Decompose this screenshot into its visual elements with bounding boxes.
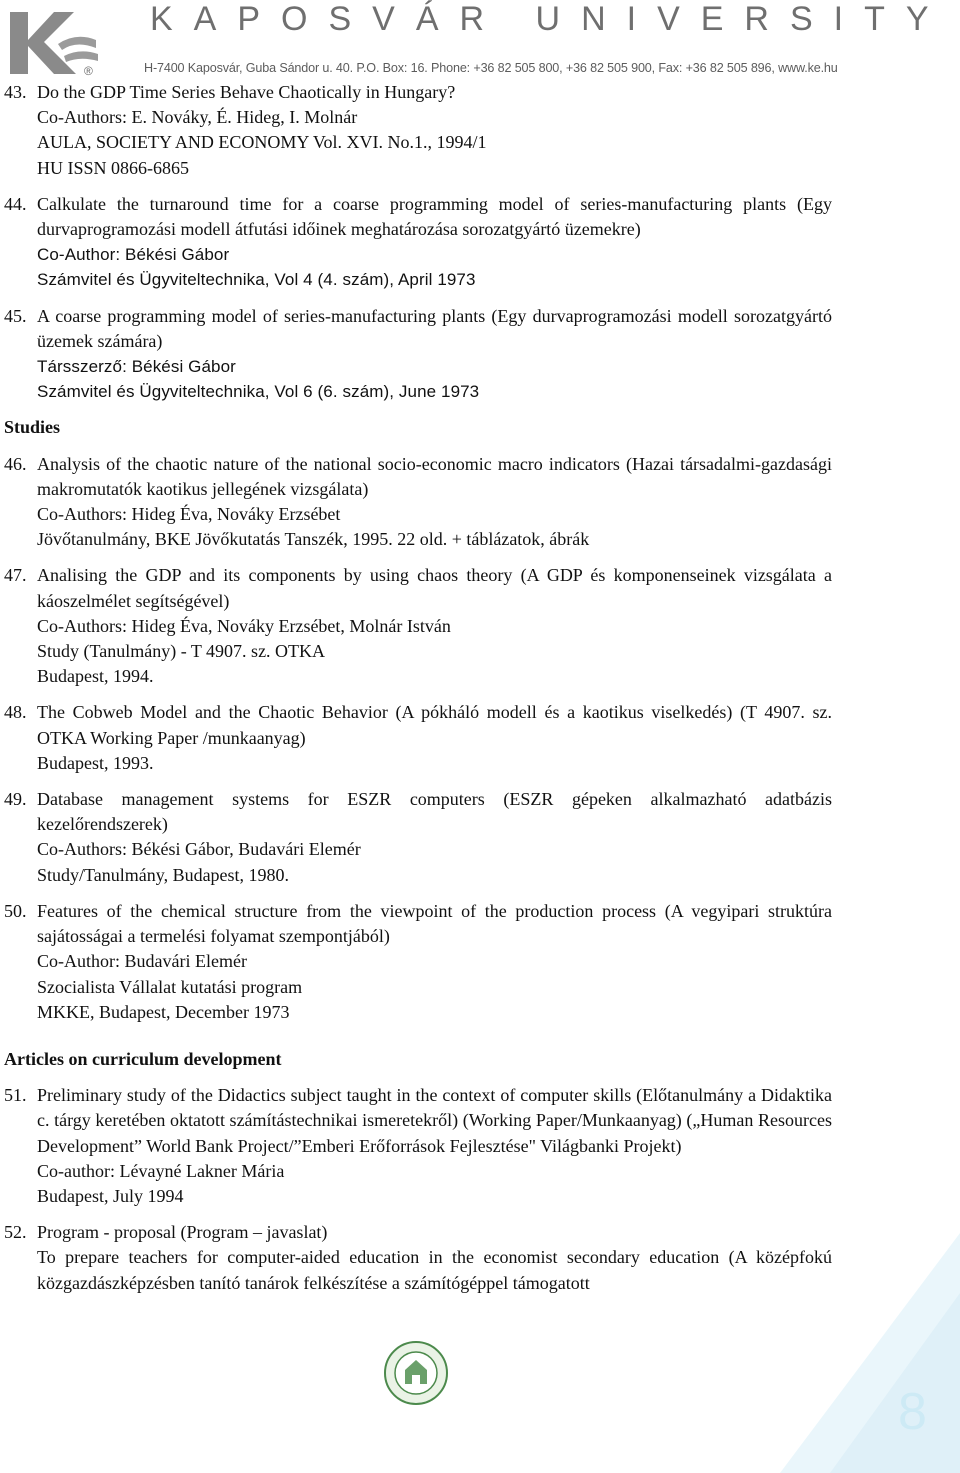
item-authors: Co-Author: Budavári Elemér bbox=[37, 951, 247, 972]
item-number: 48. bbox=[4, 702, 27, 723]
item-authors: Társszerző: Békési Gábor bbox=[37, 357, 236, 377]
item-source: Study (Tanulmány) - T 4907. sz. OTKA bbox=[37, 641, 326, 662]
item-number: 46. bbox=[4, 453, 27, 474]
list-item bbox=[4, 899, 832, 1025]
university-name: KAPOSVÁR UNIVERSITY bbox=[150, 0, 950, 38]
item-number: 50. bbox=[4, 900, 27, 921]
item-number: 43. bbox=[4, 82, 27, 102]
list-item bbox=[4, 452, 832, 553]
item-source: Számvitel és Ügyviteltechnika, Vol 4 (4. szám), April 1973 bbox=[37, 270, 476, 290]
university-address: H-7400 Kaposvár, Guba Sándor u. 40. P.O. Box: 16. Phone: +36 82 505 800, +36 82 505 900, Fax: +36 82 505 896, www.ke.hu bbox=[144, 61, 838, 75]
item-source: AULA, SOCIETY AND ECONOMY Vol. XVI. No.1., 1994/1 bbox=[37, 132, 487, 153]
item-authors: Co-Authors: Hideg Éva, Nováky Erzsébet bbox=[37, 504, 341, 525]
item-number: 44. bbox=[4, 193, 27, 214]
item-title: Preliminary study of the Didactics subject taught in the context of computer skills (Előtanulmány a Didaktika c. tárgy keretében oktatott számítástechnikai ismeretekről) (Working Paper/Munkaanyag) („Human Resources Development” World Bank Project/”Emberi Erőforrások Fejlesztése" Világbanki Projekt) bbox=[37, 1085, 832, 1156]
item-authors: Co-Authors: Hideg Éva, Nováky Erzsébet, Molnár István bbox=[37, 615, 451, 636]
item-title: Analising the GDP and its components by using chaos theory (A GDP és komponenseinek vizsgálata a káoszelmélet segítségével) bbox=[37, 565, 832, 611]
item-place: MKKE, Budapest, December 1973 bbox=[37, 1001, 290, 1022]
item-authors: Co-Authors: E. Nováky, É. Hideg, I. Molnár bbox=[37, 107, 358, 128]
item-title: Do the GDP Time Series Behave Chaotically in Hungary? bbox=[37, 82, 456, 102]
item-title: The Cobweb Model and the Chaotic Behavior (A pókháló modell és a kaotikus viselkedés) (T 4907. sz. OTKA Working Paper /munkaanyag) bbox=[37, 702, 832, 748]
item-authors: Co-Author: Békési Gábor bbox=[37, 245, 230, 265]
item-number: 51. bbox=[4, 1085, 27, 1106]
item-title: Features of the chemical structure from the viewpoint of the production process (A vegyipari struktúra sajátosságai a termelési folyamat szempontjából) bbox=[37, 900, 832, 947]
section-heading-curriculum: Articles on curriculum development bbox=[4, 1048, 282, 1069]
letterhead bbox=[0, 0, 960, 84]
item-title: Analysis of the chaotic nature of the national socio-economic macro indicators (Hazai társadalmi-gazdasági makromutatók kaotikus jellegének vizsgálata) bbox=[37, 453, 832, 499]
item-title: A coarse programming model of series-manufacturing plants (Egy durvaprogramozási modell sorozatgyártó üzemek számára) bbox=[37, 305, 832, 351]
item-number: 52. bbox=[4, 1222, 27, 1243]
list-item bbox=[4, 80, 832, 181]
page-corner-decoration bbox=[740, 1233, 960, 1473]
list-item bbox=[4, 563, 832, 689]
item-authors: Co-Authors: Békési Gábor, Budavári Elemér bbox=[37, 839, 361, 860]
item-place: Budapest, 1993. bbox=[37, 752, 154, 773]
item-source: Study/Tanulmány, Budapest, 1980. bbox=[37, 864, 290, 885]
item-place: Budapest, July 1994 bbox=[37, 1185, 184, 1206]
item-number: 49. bbox=[4, 789, 27, 810]
item-title: Database management systems for ESZR computers (ESZR gépeken alkalmazható adatbázis kezelőrendszerek) bbox=[37, 789, 832, 835]
registered-mark: ® bbox=[84, 64, 93, 78]
list-item bbox=[4, 1083, 832, 1209]
item-source: Szocialista Vállalat kutatási program bbox=[37, 976, 303, 997]
item-description: To prepare teachers for computer-aided education in the economist secondary education (A középfokú közgazdászképzésben tanító tanárok felkészítése a számítógéppel támogatott bbox=[37, 1247, 832, 1293]
item-authors: Co-author: Lévayné Lakner Mária bbox=[37, 1160, 285, 1181]
item-number: 47. bbox=[4, 565, 27, 586]
item-issn: HU ISSN 0866-6865 bbox=[37, 157, 190, 178]
item-title: Calkulate the turnaround time for a coarse programming model of series-manufacturing plants (Egy durvaprogramozási modell átfutási időinek meghatározása sorozatgyártó üzemekre) bbox=[37, 193, 832, 240]
item-number: 45. bbox=[4, 305, 27, 326]
list-item bbox=[4, 700, 832, 776]
item-title: Program - proposal (Program – javaslat) bbox=[37, 1222, 328, 1243]
page-number: 8 bbox=[898, 1383, 927, 1441]
list-item bbox=[4, 1220, 832, 1296]
item-place: Budapest, 1994. bbox=[37, 666, 154, 687]
item-source: Számvitel és Ügyviteltechnika, Vol 6 (6. szám), June 1973 bbox=[37, 382, 480, 402]
publication-list bbox=[4, 80, 832, 1296]
certification-badge-icon bbox=[383, 1340, 449, 1406]
list-item bbox=[4, 192, 832, 293]
section-heading-studies: Studies bbox=[4, 417, 61, 438]
list-item bbox=[4, 304, 832, 405]
list-item bbox=[4, 787, 832, 888]
item-source: Jövőtanulmány, BKE Jövőkutatás Tanszék, 1995. 22 old. + táblázatok, ábrák bbox=[37, 529, 590, 550]
